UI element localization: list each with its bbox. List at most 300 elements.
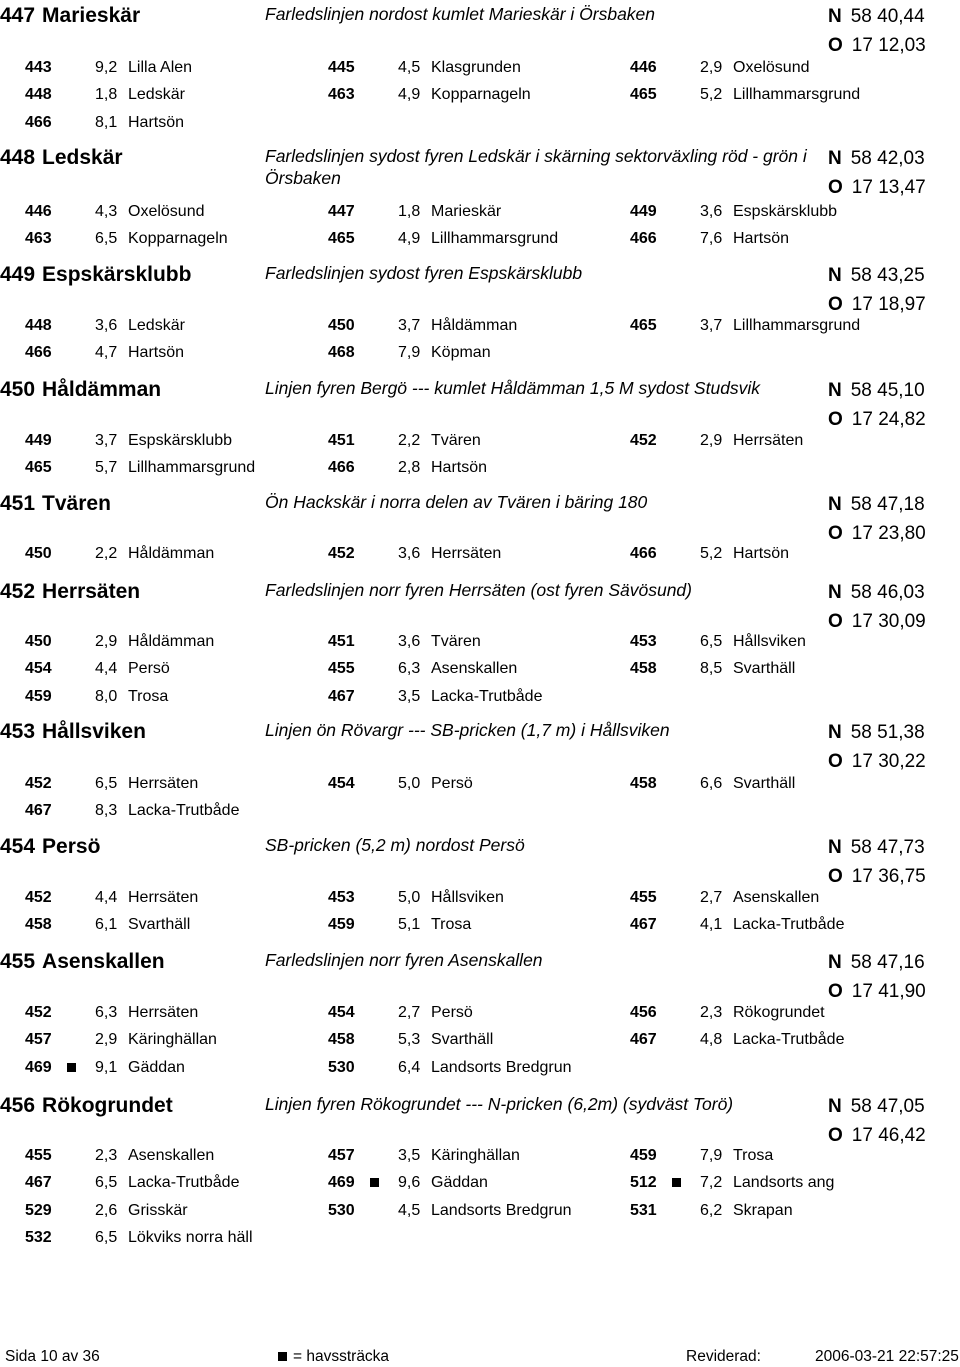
target-number: 459 [25,687,52,705]
distance-value: 1,8 [95,86,118,104]
distance-value: 5,2 [700,545,723,562]
target-number: 469 [25,1058,52,1076]
entry-title [0,492,111,516]
target-name: Landsorts Bredgrun [431,1201,572,1219]
distance-value: 6,4 [398,1058,421,1076]
distance-row [0,82,960,109]
waypoint-entry [0,261,960,362]
target-number: 469 [328,1174,355,1192]
entry-title [0,263,191,287]
entry-title [0,4,140,28]
distance-value: 5,0 [398,889,421,906]
entry-number: 452 [0,580,36,603]
distance-row [0,771,960,798]
waypoint-entry [0,948,960,1076]
entry-number: 449 [0,263,36,286]
target-number: 452 [25,889,52,906]
distance-value: 4,5 [398,59,421,76]
distance-value: 2,2 [398,432,421,449]
north-value: 58 47,05 [850,1096,925,1117]
entry-description: Farledslinjen norr fyren Asenskallen [265,950,543,970]
entry-description: Ön Hackskär i norra delen av Tvären i bäring 180 [265,492,648,512]
north-value: 58 47,73 [850,837,925,858]
target-name: Oxelösund [128,203,205,220]
target-name: Lacka-Trutbåde [733,1031,845,1049]
sea-stretch-icon [672,1178,681,1187]
east-label: O [828,35,843,56]
target-name: Svarthäll [733,660,796,678]
sea-stretch-icon [370,1178,379,1187]
entry-title [0,146,123,170]
target-number: 468 [328,344,355,362]
distance-value: 2,7 [398,1004,421,1021]
distance-value: 6,5 [95,1228,118,1246]
distance-value: 6,2 [700,1201,723,1219]
target-number: 466 [25,113,52,131]
distance-value: 5,0 [398,775,421,792]
target-number: 467 [328,687,355,705]
target-number: 463 [25,230,52,248]
entry-header [0,490,960,544]
east-label: O [828,177,843,198]
coordinate-north [828,1096,925,1118]
distance-value: 3,6 [700,203,723,220]
entry-description: Farledslinjen sydost fyren Espskärsklubb [265,263,583,283]
distance-value: 3,5 [398,1147,421,1164]
target-name: Trosa [733,1147,774,1164]
distance-value: 8,0 [95,687,118,705]
target-name: Hartsön [431,459,488,477]
coordinate-north [828,582,925,604]
distance-list [0,541,960,568]
entry-name: Persö [42,835,101,858]
target-number: 457 [25,1031,52,1049]
target-name: Kopparnageln [128,230,228,248]
target-name: Köpman [431,344,491,362]
entry-header [0,578,960,632]
distance-value: 2,9 [95,633,118,650]
target-number: 466 [328,459,355,477]
distance-row [0,428,960,455]
distance-row [0,656,960,683]
distance-value: 9,1 [95,1058,118,1076]
distance-row [0,798,960,825]
distance-row [0,1198,960,1225]
target-name: Lillhammarsgrund [733,86,861,104]
distance-value: 7,9 [700,1147,723,1164]
target-number: 449 [630,203,657,220]
distance-value: 7,9 [398,344,421,362]
distance-row [0,684,960,711]
target-number: 450 [25,545,52,562]
target-number: 452 [630,432,657,449]
target-name: Lacka-Trutbåde [733,916,845,934]
target-name: Lacka-Trutbåde [431,687,543,705]
east-value: 17 41,90 [851,981,926,1002]
distance-row [0,110,960,137]
revised-date: 2006-03-21 22:57:25 [815,1348,959,1365]
target-number: 454 [328,775,355,792]
target-name: Ledskär [128,317,185,334]
entry-header [0,833,960,887]
target-name: Persö [128,660,170,678]
waypoint-entry [0,376,960,477]
entry-header [0,1092,960,1146]
coordinate-north [828,265,925,287]
target-name: Håldämman [431,317,518,334]
east-label: O [828,409,843,430]
target-number: 458 [328,1031,355,1049]
distance-row [0,1143,960,1170]
target-name: Lacka-Trutbåde [128,802,240,820]
north-label: N [828,1096,842,1117]
distance-list [0,199,960,254]
north-value: 58 51,38 [850,722,925,743]
distance-value: 3,5 [398,687,421,705]
east-label: O [828,523,843,544]
distance-value: 8,3 [95,802,118,820]
target-number: 450 [25,633,52,650]
distance-value: 3,6 [398,633,421,650]
target-number: 465 [328,230,355,248]
target-name: Svarthäll [431,1031,494,1049]
target-name: Gäddan [431,1174,488,1192]
distance-row [0,912,960,939]
distance-value: 2,7 [700,889,723,906]
target-number: 456 [630,1004,657,1021]
target-number: 467 [630,1031,657,1049]
east-value: 17 36,75 [851,866,926,887]
entry-name: Rökogrundet [42,1094,173,1117]
distance-row [0,199,960,226]
east-value: 17 23,80 [851,523,926,544]
target-name: Persö [431,1004,473,1021]
north-value: 58 46,03 [850,582,925,603]
target-name: Hållsviken [431,889,504,906]
entry-number: 451 [0,492,36,515]
distance-value: 3,7 [95,432,118,449]
waypoint-entry [0,2,960,131]
distance-value: 6,6 [700,775,723,792]
distance-value: 7,2 [700,1174,723,1192]
distance-value: 8,1 [95,113,118,131]
entry-name: Asenskallen [42,950,165,973]
distance-value: 2,3 [95,1147,118,1164]
entry-header [0,261,960,315]
waypoint-entry [0,1092,960,1246]
north-label: N [828,148,842,169]
coordinate-east [828,35,926,57]
target-name: Tvären [431,633,481,650]
target-number: 452 [25,775,52,792]
distance-value: 6,3 [95,1004,118,1021]
target-number: 453 [328,889,355,906]
target-number: 448 [25,86,52,104]
entry-description: Linjen ön Rövargr --- SB-pricken (1,7 m) i Hållsviken [265,720,670,740]
target-name: Espskärsklubb [128,432,233,449]
distance-value: 4,9 [398,230,421,248]
entry-title [0,378,161,402]
distance-row [0,313,960,340]
waypoint-entry [0,718,960,820]
distance-value: 4,7 [95,344,118,362]
distance-list [0,55,960,137]
entry-description: Linjen fyren Rökogrundet --- N-pricken (6,2m) (sydväst Torö) [265,1094,734,1114]
distance-row [0,1000,960,1027]
distance-value: 6,1 [95,916,118,934]
sea-stretch-icon [67,1063,76,1072]
target-name: Herrsäten [733,432,804,449]
distance-value: 4,1 [700,916,723,934]
target-name: Käringhällan [128,1031,217,1049]
entry-title [0,580,140,604]
waypoint-entry [0,144,960,248]
target-number: 447 [328,203,355,220]
target-name: Persö [431,775,473,792]
distance-list [0,771,960,826]
east-label: O [828,981,843,1002]
target-name: Hartsön [128,344,185,362]
target-number: 453 [630,633,657,650]
target-name: Gäddan [128,1058,185,1076]
target-name: Marieskär [431,203,502,220]
target-number: 530 [328,1058,355,1076]
distance-value: 5,2 [700,86,723,104]
entry-description: SB-pricken (5,2 m) nordost Persö [265,835,525,855]
target-name: Lillhammarsgrund [128,459,256,477]
target-number: 465 [25,459,52,477]
north-label: N [828,952,842,973]
waypoint-entry [0,833,960,934]
distance-value: 6,5 [95,1174,118,1192]
entry-header [0,144,960,197]
distance-list [0,428,960,483]
distance-value: 4,4 [95,660,118,678]
north-label: N [828,494,842,515]
entry-title [0,1094,173,1118]
entry-name: Ledskär [42,146,123,169]
target-number: 529 [25,1201,52,1219]
east-label: O [828,1125,843,1146]
north-label: N [828,582,842,603]
target-name: Herrsäten [431,545,502,562]
target-number: 451 [328,633,355,650]
target-number: 454 [25,660,52,678]
distance-row [0,1055,960,1082]
distance-value: 2,3 [700,1004,723,1021]
distance-value: 3,6 [398,545,421,562]
distance-row [0,541,960,568]
north-value: 58 43,25 [850,265,925,286]
north-value: 58 45,10 [850,380,925,401]
target-name: Käringhällan [431,1147,520,1164]
target-number: 448 [25,317,52,334]
distance-row [0,885,960,912]
distance-value: 4,3 [95,203,118,220]
east-value: 17 12,03 [851,35,926,56]
target-name: Hartsön [733,230,790,248]
distance-list [0,1000,960,1082]
entry-number: 450 [0,378,36,401]
entry-title [0,950,165,974]
target-number: 452 [25,1004,52,1021]
distance-value: 4,9 [398,86,421,104]
distance-row [0,1225,960,1252]
distance-value: 2,9 [700,59,723,76]
distance-value: 4,4 [95,889,118,906]
target-number: 455 [630,889,657,906]
east-label: O [828,751,843,772]
waypoint-entry [0,490,960,562]
target-name: Håldämman [128,545,215,562]
entry-title [0,835,100,859]
target-name: Landsorts Bredgrun [431,1058,572,1076]
distance-value: 5,7 [95,459,118,477]
north-value: 58 47,16 [850,952,925,973]
distance-value: 9,2 [95,59,118,76]
coordinate-east [828,177,926,199]
north-label: N [828,6,842,27]
target-number: 532 [25,1228,52,1246]
page-footer [0,1348,960,1367]
waypoint-entry [0,578,960,705]
east-value: 17 24,82 [851,409,926,430]
entry-header [0,2,960,56]
coordinate-north [828,837,925,859]
target-name: Tvären [431,432,481,449]
north-value: 58 47,18 [850,494,925,515]
target-number: 465 [630,317,657,334]
east-value: 17 30,09 [851,611,926,632]
target-name: Lökviks norra häll [128,1228,253,1246]
distance-value: 6,5 [95,230,118,248]
target-number: 465 [630,86,657,104]
distance-value: 2,2 [95,545,118,562]
target-number: 466 [630,230,657,248]
target-name: Lacka-Trutbåde [128,1174,240,1192]
coordinate-north [828,722,925,744]
coordinate-north [828,6,925,28]
coordinate-north [828,380,925,402]
distance-value: 3,6 [95,317,118,334]
target-number: 446 [630,59,657,76]
north-label: N [828,722,842,743]
sea-stretch-icon [278,1352,287,1361]
target-name: Hartsön [128,113,185,131]
distance-list [0,1143,960,1252]
entry-name: Hållsviken [42,720,146,743]
target-number: 449 [25,432,52,449]
entry-number: 454 [0,835,36,858]
distance-value: 4,8 [700,1031,723,1049]
target-number: 458 [25,916,52,934]
distance-value: 2,9 [700,432,723,449]
target-name: Asenskallen [128,1147,215,1164]
target-number: 452 [328,545,355,562]
target-number: 531 [630,1201,657,1219]
north-value: 58 42,03 [850,148,925,169]
entry-number: 455 [0,950,36,973]
target-number: 458 [630,775,657,792]
entry-number: 453 [0,720,36,743]
target-name: Lillhammarsgrund [733,317,861,334]
target-name: Svarthäll [128,916,191,934]
distance-value: 5,1 [398,916,421,934]
east-value: 17 13,47 [851,177,926,198]
target-name: Rökogrundet [733,1004,825,1021]
page-number: Sida 10 av 36 [5,1348,100,1365]
distance-value: 2,9 [95,1031,118,1049]
east-label: O [828,294,843,315]
target-name: Herrsäten [128,1004,199,1021]
coordinate-east [828,751,926,773]
revised-label: Reviderad: [686,1348,761,1365]
target-name: Hartsön [733,545,790,562]
target-number: 457 [328,1147,355,1164]
target-name: Hållsviken [733,633,806,650]
target-number: 455 [25,1147,52,1164]
distance-row [0,455,960,482]
target-number: 467 [630,916,657,934]
distance-row [0,1170,960,1197]
entry-title [0,720,146,744]
target-number: 459 [630,1147,657,1164]
target-number: 445 [328,59,355,76]
distance-list [0,885,960,940]
target-name: Asenskallen [431,660,518,678]
distance-value: 6,3 [398,660,421,678]
target-name: Lillhammarsgrund [431,230,559,248]
entry-header [0,376,960,430]
target-number: 458 [630,660,657,678]
target-name: Herrsäten [128,889,199,906]
target-number: 466 [630,545,657,562]
east-label: O [828,866,843,887]
distance-value: 8,5 [700,660,723,678]
entry-header [0,948,960,1002]
distance-row [0,55,960,82]
distance-row [0,1027,960,1054]
target-name: Oxelösund [733,59,810,76]
target-name: Landsorts ang [733,1174,835,1192]
entry-description: Farledslinjen norr fyren Herrsäten (ost fyren Sävösund) [265,580,692,600]
target-number: 454 [328,1004,355,1021]
distance-list [0,629,960,711]
distance-value: 6,5 [700,633,723,650]
distance-value: 9,6 [398,1174,421,1192]
distance-value: 3,7 [398,317,421,334]
coordinate-north [828,494,925,516]
entry-number: 448 [0,146,36,169]
entry-description: Linjen fyren Bergö --- kumlet Håldämman 1,5 M sydost Studsvik [265,378,761,398]
distance-value: 3,7 [700,317,723,334]
distance-row [0,340,960,367]
target-name: Kopparnageln [431,86,531,104]
target-number: 467 [25,802,52,820]
target-name: Trosa [128,687,169,705]
target-number: 512 [630,1174,657,1192]
distance-value: 2,8 [398,459,421,477]
entry-name: Håldämman [42,378,162,401]
target-name: Lilla Alen [128,59,193,76]
distance-value: 4,5 [398,1201,421,1219]
target-number: 446 [25,203,52,220]
distance-value: 5,3 [398,1031,421,1049]
north-label: N [828,265,842,286]
distance-value: 6,5 [95,775,118,792]
distance-value: 2,6 [95,1201,118,1219]
target-number: 443 [25,59,52,76]
